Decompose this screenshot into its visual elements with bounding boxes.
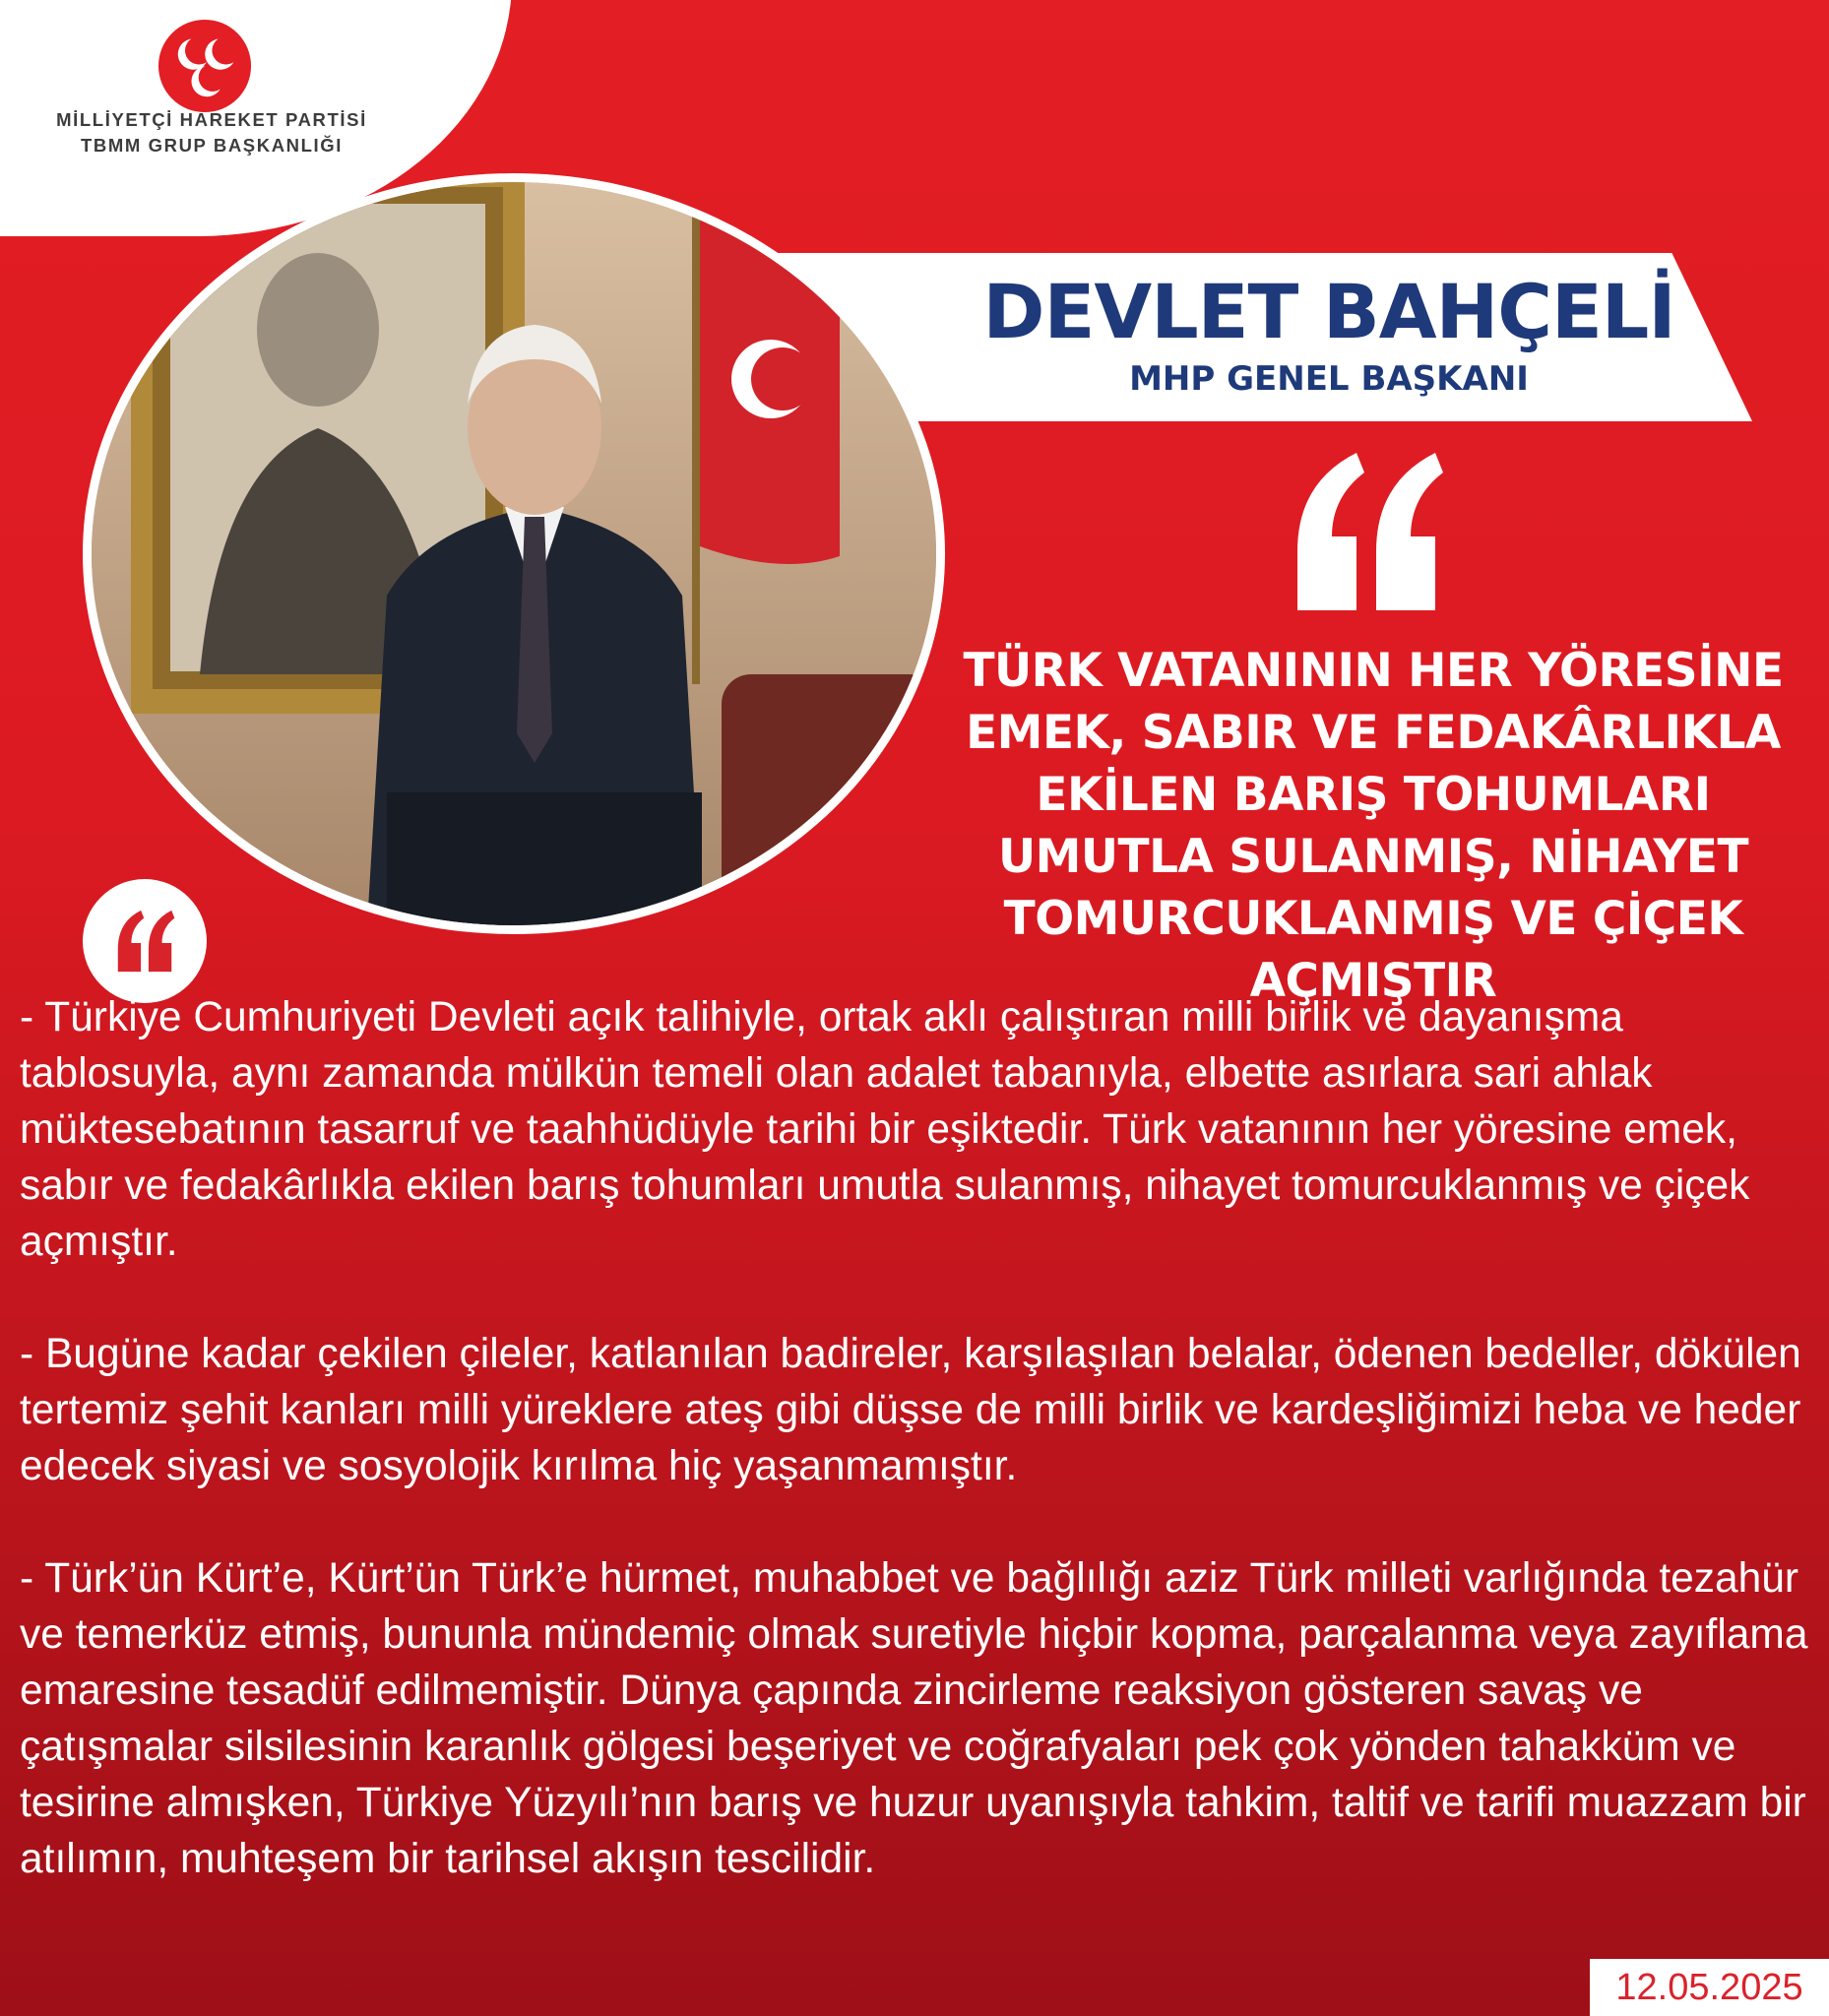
party-emblem-icon xyxy=(157,18,253,114)
quote-icon xyxy=(1288,443,1445,620)
statement-paragraph: - Bugüne kadar çekilen çileler, katlanılan badireler, karşılaşılan belalar, ödenen bedeller, dökülen tertemiz şehit kanları milli yüreklere ateş gibi düşse de milli birlik ve kardeşliğimizi heba ve heder edecek siyasi ve sosyolojik kırılma hiç yaşanmamıştır. xyxy=(20,1331,1801,1489)
featured-quote: TÜRK VATANININ HER YÖRESİNE EMEK, SABIR VE FEDAKÂRLIKLA EKİLEN BARIŞ TOHUMLARI UMUTLA SULANMIŞ, NİHAYET TOMURCUKLANMIŞ VE ÇİÇEK AÇMIŞTIR xyxy=(963,644,1784,1008)
statement-paragraph: - Türkiye Cumhuriyeti Devleti açık talihiyle, ortak aklı çalıştıran milli birlik ve dayanışma tablosuyla, aynı zamanda mülkün temeli olan adalet tabanıyla, elbette asırlara sari ahlak müktesebatının tasarruf ve taahhüdüyle tarihi bir eşiktedir. Türk vatanının her yöresine emek, sabır ve fedakârlıkla ekilen barış tohumları umutla sulanmış, nihayet tomurcuklanmış ve çiçek açmıştır. xyxy=(20,994,1750,1265)
statement-body xyxy=(20,989,1811,1943)
person-name: DEVLET BAHÇELİ xyxy=(982,268,1675,355)
quote-icon xyxy=(106,907,183,976)
logo-party-name: MİLLİYETÇİ HAREKET PARTİSİ xyxy=(56,109,367,130)
portrait-photo xyxy=(83,173,945,934)
quote-badge xyxy=(83,879,207,1003)
date-badge xyxy=(1590,1959,1829,2016)
person-title: MHP GENEL BAŞKANI xyxy=(1129,359,1529,399)
logo-group-name: TBMM GRUP BAŞKANLIĞI xyxy=(81,135,343,156)
date-text: 12.05.2025 xyxy=(1615,1967,1803,2008)
statement-paragraph: - Türk’ün Kürt’e, Kürt’ün Türk’e hürmet, muhabbet ve bağlılığı aziz Türk milleti varlığında tezahür ve temerküz etmiş, bununla mündemiç olmak suretiyle hiçbir kopma, parçalanma veya zayıflama emaresine tesadüf edilmemiştir. Dünya çapında zincirleme reaksiyon gösteren savaş ve çatışmalar silsilesinin karanlık gölgesi beşeriyet ve coğrafyaları pek çok yönden tahakküm ve tesirine almışken, Türkiye Yüzyılı’nın barış ve huzur uyanışıyla tahkim, taltif ve tarifi muazzam bir atılımın, muhteşem bir tarihsel akışın tescilidir. xyxy=(20,1555,1808,1882)
